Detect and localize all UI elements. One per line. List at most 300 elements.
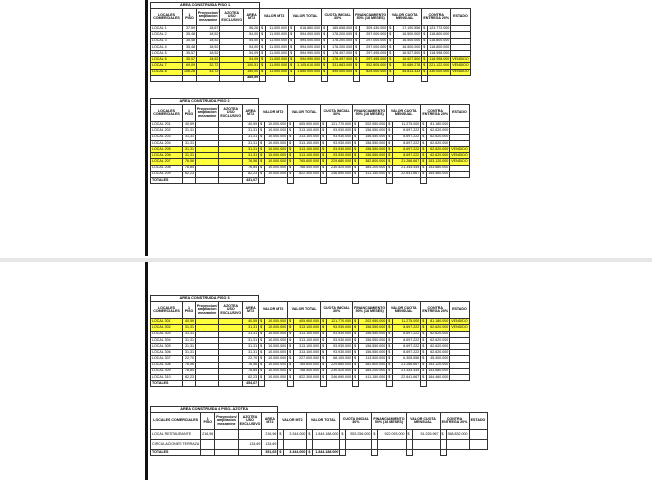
cell-fin: 552.805.000	[360, 63, 388, 69]
currency-sign: $	[421, 343, 427, 349]
total-piso	[183, 177, 196, 183]
cell-area: 31,31	[243, 146, 259, 152]
total-piso	[183, 75, 197, 81]
column-header-valor_total: VALOR TOTAL	[288, 105, 321, 122]
cell-mensual: 8.697.222	[393, 153, 421, 159]
total-local: TOTALES	[151, 450, 201, 456]
cell-cuota: 178.200.000	[328, 32, 354, 38]
cell-area: 56,26	[244, 26, 260, 32]
cell-cuota: 93.930.000	[327, 146, 353, 152]
cell-total: 405.900.000	[294, 319, 321, 325]
total-azotea	[219, 381, 243, 387]
cell-contra: 118.800.000	[429, 38, 450, 43]
cell-mt2: 10.000.000	[265, 140, 288, 146]
cell-area: 31,31	[243, 337, 259, 343]
cell-mt2: 10.000.000	[265, 337, 288, 343]
cell-area: 31,31	[243, 134, 259, 140]
cell-local: LOCAL 2	[151, 32, 183, 38]
total-area: 385,59	[244, 75, 260, 81]
cell-total: 594.000.000	[295, 32, 322, 38]
currency-sign: $	[387, 368, 393, 374]
cell-mt2: 10.000.000	[265, 146, 288, 152]
column-header-azotea: AZOTEA USO EXCLUSIVO	[219, 105, 243, 122]
currency-sign: $	[289, 50, 295, 56]
cell-fin	[378, 440, 406, 450]
currency-sign: $	[289, 44, 295, 50]
currency-sign: $	[288, 146, 294, 152]
cell-proy: 18,52	[197, 32, 220, 38]
cell-area: 31,31	[243, 140, 259, 146]
total-total	[294, 177, 321, 183]
currency-sign: $	[259, 128, 265, 134]
column-header-proyeccion: Proyeccion/ ampliacion mezzanine	[196, 105, 219, 122]
cell-contra: 62.620.000	[427, 146, 450, 152]
currency-sign: $	[387, 331, 393, 337]
currency-sign: $	[321, 337, 327, 343]
cell-fin: 297.000.000	[360, 44, 388, 50]
cell-local: LOCAL 3	[151, 38, 183, 44]
cell-cuota: 246.690.000	[327, 374, 353, 380]
cell-local: LOCAL 208	[151, 165, 183, 171]
total-cuota	[346, 450, 372, 456]
cell-piso: 31,31	[183, 350, 196, 356]
cell-fin: 156.550.000	[359, 325, 387, 331]
left-border-page-2	[145, 262, 148, 480]
cell-fin: 384.200.000	[359, 368, 387, 374]
total-mt2	[265, 177, 288, 183]
cell-mensual: 45.833.333	[394, 69, 422, 75]
cell-contra: 164.460.000	[428, 374, 449, 379]
cell-piso: 82,23	[183, 374, 196, 380]
cell-estado: VENDIDO	[452, 69, 469, 74]
cell-mt2: 10.000.000	[265, 350, 288, 356]
cell-mt2: 10.000.000	[265, 368, 288, 374]
column-header-proyeccion: Proyeccion/ ampliacion mezzanine	[215, 413, 238, 430]
cell-piso: 31,31	[183, 343, 196, 349]
currency-sign: $	[307, 450, 313, 456]
cell-total: 768.400.000	[294, 368, 321, 374]
cell-area: 54,00	[244, 32, 260, 38]
cell-contra: 62.620.000	[427, 128, 450, 134]
cell-fin: 156.550.000	[359, 350, 387, 356]
currency-sign: $	[388, 26, 394, 32]
cell-piso: 76,56	[183, 159, 196, 165]
cell-contra: 62.620.000	[427, 350, 450, 356]
currency-sign: $	[353, 153, 359, 159]
currency-sign: $	[422, 69, 428, 75]
currency-sign: $	[387, 362, 393, 368]
table-piso-4-azotea	[150, 406, 488, 456]
cell-area: 82,23	[243, 374, 259, 380]
left-border-page-1	[145, 0, 148, 256]
total-estado	[469, 450, 487, 456]
cell-estado: VENDIDO	[451, 146, 468, 151]
cell-mt2: 11.000.000	[266, 32, 289, 38]
cell-piso: 35,48	[183, 32, 197, 38]
cell-contra: 118.800.000	[429, 32, 450, 37]
currency-sign: $	[260, 26, 266, 32]
cell-mt2: 10.000.000	[265, 165, 288, 171]
cell-mt2: 10.000.000	[265, 159, 288, 165]
cell-mt2: 11.000.000	[266, 50, 289, 56]
cell-mt2: 11.000.000	[266, 44, 289, 50]
column-header-azotea: AZOTEA USO EXCLUSIVO	[238, 413, 262, 430]
cell-local: LOCAL 206	[151, 153, 183, 159]
cell-mensual: 30.689.278	[394, 63, 422, 69]
cell-estado: VENDIDO	[451, 159, 468, 164]
total-fin	[359, 177, 387, 183]
column-header-proyeccion: Proyeccion/ ampliacion mezzanine	[197, 9, 220, 26]
table-title: AREA CONSTRUIDA PISO 3	[151, 296, 259, 302]
currency-sign: $	[354, 38, 360, 44]
cell-fin: 156.550.000	[359, 343, 387, 349]
cell-cuota: 230.520.000	[327, 165, 353, 171]
cell-cuota: 178.497.000	[328, 50, 354, 56]
currency-sign: $	[322, 50, 328, 56]
cell-local: LOCAL 6	[151, 57, 183, 63]
totals-row	[151, 450, 488, 456]
currency-sign: $	[387, 153, 393, 159]
totals-row	[151, 75, 471, 81]
column-header-valor_total: VALOR TOTAL	[288, 302, 321, 319]
cell-cuota: 93.930.000	[327, 350, 353, 356]
cell-total: 594.000.000	[295, 44, 322, 50]
cell-local: LOCAL 204	[151, 140, 183, 146]
cell-fin: 156.550.000	[359, 331, 387, 337]
cell-cuota: 246.690.000	[327, 171, 353, 177]
cell-estado: VENDIDO	[452, 63, 469, 68]
cell-proy: 32,72	[197, 63, 220, 69]
column-header-valor_mt2: VALOR MT2	[259, 105, 288, 122]
column-header-valor_total: VALOR TOTAL	[289, 9, 322, 26]
currency-sign: $	[354, 57, 360, 63]
currency-sign: $	[353, 128, 359, 134]
total-fin	[360, 75, 388, 81]
cell-local: LOCAL 303	[151, 331, 183, 337]
column-header-cuota: CUOTA INICIAL 30%	[340, 413, 372, 430]
total-cuota	[327, 177, 353, 183]
currency-sign: $	[421, 362, 427, 368]
total-local: TOTALES	[151, 381, 183, 387]
currency-sign: $	[288, 337, 294, 343]
column-header-valor_mt2: VALOR MT2	[278, 413, 307, 430]
currency-sign: $	[321, 350, 327, 356]
currency-sign: $	[353, 146, 359, 152]
total-azotea	[238, 450, 262, 456]
currency-sign: $	[421, 319, 427, 325]
column-header-locales: LOCALES COMERCIALES	[151, 302, 183, 319]
cell-total: 1.650.000.000	[295, 69, 322, 75]
currency-sign: $	[421, 122, 427, 128]
cell-cuota	[346, 440, 372, 450]
currency-sign: $	[288, 153, 294, 159]
currency-sign: $	[388, 63, 394, 69]
total-proy	[197, 75, 220, 81]
total-cuota	[328, 75, 354, 81]
currency-sign: $	[260, 57, 266, 63]
currency-sign: $	[321, 146, 327, 152]
currency-sign: $	[260, 38, 266, 44]
cell-cuota: 553.256.000	[346, 430, 372, 440]
cell-piso: 69,09	[183, 63, 197, 69]
column-header-financiamiento: FINANCIAMIENTO 50% (18 MESES)	[353, 302, 387, 319]
currency-sign: $	[387, 171, 393, 177]
currency-sign: $	[288, 362, 294, 368]
cell-total: 594.000.000	[295, 38, 322, 44]
cell-estado: VENDIDO	[451, 152, 468, 157]
cell-total: 618.860.000	[295, 26, 322, 32]
currency-sign: $	[307, 430, 313, 440]
currency-sign: $	[321, 356, 327, 362]
cell-mensual: 8.697.222	[393, 128, 421, 134]
cell-proy: 43,72	[197, 69, 220, 75]
cell-mt2: 10.000.000	[265, 343, 288, 349]
currency-sign: $	[387, 140, 393, 146]
currency-sign: $	[388, 50, 394, 56]
cell-piso: 35,57	[183, 50, 197, 56]
currency-sign: $	[260, 50, 266, 56]
cell-mt2: 10.000.000	[265, 128, 288, 134]
currency-sign: $	[388, 32, 394, 38]
currency-sign: $	[321, 128, 327, 134]
total-proy	[215, 450, 238, 456]
cell-local: LOCAL 4	[151, 44, 183, 50]
cell-contra: 221.122.000	[429, 63, 450, 68]
currency-sign: $	[321, 319, 327, 325]
cell-total: 313.100.000	[294, 337, 321, 343]
cell-piso	[201, 440, 215, 450]
cell-piso: 31,31	[183, 325, 196, 331]
cell-total: 594.990.000	[295, 57, 322, 63]
cell-area: 31,31	[243, 153, 259, 159]
cell-mt2: 10.000.000	[265, 122, 288, 128]
currency-sign: $	[421, 134, 427, 140]
currency-sign: $	[321, 153, 327, 159]
currency-sign: $	[321, 374, 327, 380]
total-estado	[450, 381, 469, 387]
column-header-estado: ESTADO	[450, 105, 469, 122]
cell-cuota: 93.930.000	[327, 153, 353, 159]
cell-mt2: 11.000.000	[266, 69, 289, 75]
cell-mensual: 11.275.000	[393, 319, 421, 325]
currency-sign: $	[353, 122, 359, 128]
cell-proy	[215, 440, 238, 450]
currency-sign: $	[353, 134, 359, 140]
currency-sign: $	[353, 337, 359, 343]
cell-total: 313.100.000	[294, 146, 321, 152]
column-header-locales: LOCALES COMERCIALES	[151, 9, 183, 26]
cell-area: 31,31	[243, 331, 259, 337]
cell-contra: 118.998.000	[429, 50, 450, 55]
currency-sign: $	[353, 165, 359, 171]
total-mensual	[412, 450, 440, 456]
cell-contra: 123.772.000	[429, 25, 450, 30]
currency-sign: $	[322, 63, 328, 69]
cell-mensual: 8.697.222	[393, 140, 421, 146]
cell-fin: 156.550.000	[359, 134, 387, 140]
cell-contra: 81.180.000	[427, 122, 450, 128]
cell-fin: 922.093.000	[378, 430, 406, 440]
cell-estado	[469, 440, 487, 450]
cell-area: 40,59	[243, 122, 259, 128]
table-row	[151, 440, 488, 450]
cell-area: 100,51	[244, 63, 260, 69]
cell-proy: 18,52	[197, 50, 220, 56]
currency-sign: $	[260, 69, 266, 75]
currency-sign: $	[321, 165, 327, 171]
cell-mensual: 8.697.222	[393, 337, 421, 343]
cell-fin: 156.550.000	[359, 146, 387, 152]
currency-sign: $	[288, 128, 294, 134]
cell-contra: 62.620.000	[427, 337, 450, 343]
cell-fin: 156.550.000	[359, 337, 387, 343]
currency-sign: $	[421, 146, 427, 152]
cell-fin: 297.000.000	[360, 38, 388, 44]
total-total: 1.844.188.000	[313, 450, 340, 456]
currency-sign: $	[354, 44, 360, 50]
currency-sign: $	[321, 362, 327, 368]
cell-cuota: 230.520.000	[327, 368, 353, 374]
cell-total: 313.100.000	[294, 343, 321, 349]
table-title: AREA CONSTRUIDA PISO 2	[151, 99, 259, 105]
cell-mt2: 10.000.000	[265, 171, 288, 177]
cell-total: 765.600.000	[294, 159, 321, 165]
cell-cuota: 93.930.000	[327, 331, 353, 337]
column-header-financiamiento: FINANCIAMIENTO 50% (18 MESES)	[353, 105, 387, 122]
currency-sign: $	[388, 69, 394, 75]
cell-azotea: 134,69	[238, 440, 262, 450]
price-table	[150, 98, 470, 184]
cell-local: LOCAL 7	[151, 63, 183, 69]
currency-sign: $	[353, 319, 359, 325]
cell-proy	[215, 430, 238, 440]
cell-total: 405.900.000	[294, 122, 321, 128]
cell-area: 54,00	[244, 44, 260, 50]
cell-mt2: 10.000.000	[265, 374, 288, 380]
cell-fin: 297.495.000	[360, 50, 388, 56]
currency-sign: $	[340, 430, 346, 440]
currency-sign: $	[321, 171, 327, 177]
currency-sign: $	[387, 325, 393, 331]
cell-local: LOCAL 309	[151, 368, 183, 374]
currency-sign: $	[321, 368, 327, 374]
cell-cuota: 93.930.000	[327, 337, 353, 343]
currency-sign: $	[321, 159, 327, 165]
cell-area: 134,69	[262, 440, 278, 450]
cell-local: LOCAL 304	[151, 337, 183, 343]
column-header-locales: LOCALES COMERCIALES	[151, 105, 183, 122]
total-estado	[451, 75, 470, 81]
cell-azotea	[238, 430, 262, 440]
currency-sign: $	[259, 134, 265, 140]
currency-sign: $	[421, 153, 427, 159]
cell-total: 594.990.000	[295, 50, 322, 56]
cell-proy: 18,52	[197, 44, 220, 50]
total-mensual	[394, 75, 422, 81]
cell-contra: 62.620.000	[427, 331, 450, 337]
column-header-valor_cuota: VALOR CUOTA MENSUAL	[387, 105, 421, 122]
currency-sign: $	[388, 38, 394, 44]
column-header-area: AREA MT2	[262, 413, 278, 430]
currency-sign: $	[321, 134, 327, 140]
currency-sign: $	[387, 159, 393, 165]
cell-fin: 202.950.000	[359, 122, 387, 128]
cell-contra: 330.000.000	[429, 69, 450, 74]
cell-local: LOCAL RESTAURANTE	[151, 430, 201, 440]
cell-mt2: 3.344.000	[284, 430, 307, 440]
currency-sign: $	[278, 430, 284, 440]
cell-total: 822.300.000	[294, 374, 321, 380]
cell-fin: 382.800.000	[359, 362, 387, 368]
cell-piso: 31,31	[183, 134, 196, 140]
cell-cuota: 121.770.000	[327, 319, 353, 325]
cell-fin: 825.000.000	[360, 69, 388, 75]
currency-sign: $	[354, 69, 360, 75]
cell-mensual: 8.697.222	[393, 350, 421, 356]
cell-area: 150,00	[244, 69, 260, 75]
cell-mensual: 8.697.222	[393, 343, 421, 349]
cell-area: 31,31	[243, 128, 259, 134]
currency-sign: $	[259, 325, 265, 331]
totals-row	[151, 177, 470, 183]
currency-sign: $	[322, 69, 328, 75]
cell-estado: VENDIDO	[451, 318, 468, 323]
column-header-financiamiento: FINANCIAMIENTO 50% (18 MESES)	[372, 413, 406, 430]
currency-sign: $	[289, 32, 295, 38]
total-contra	[428, 75, 451, 81]
currency-sign: $	[288, 356, 294, 362]
cell-mt2: 10.000.000	[265, 153, 288, 159]
cell-local: LOCAL 310	[151, 374, 183, 380]
currency-sign: $	[387, 319, 393, 325]
cell-piso: 31,31	[183, 331, 196, 337]
cell-piso: 76,84	[183, 165, 196, 171]
cell-mensual: 8.697.222	[393, 331, 421, 337]
column-header-valor_mt2: VALOR MT2	[259, 302, 288, 319]
currency-sign: $	[353, 356, 359, 362]
cell-mt2: 10.000.000	[265, 319, 288, 325]
currency-sign: $	[421, 337, 427, 343]
cell-cuota: 229.680.000	[327, 362, 353, 368]
price-table	[150, 295, 470, 387]
cell-fin: 156.550.000	[359, 140, 387, 146]
cell-area: 76,56	[243, 362, 259, 368]
currency-sign: $	[259, 171, 265, 177]
cell-fin: 297.000.000	[360, 32, 388, 38]
cell-contra: 45.400.000	[427, 356, 450, 362]
cell-local: LOCAL 205	[151, 146, 183, 152]
currency-sign: $	[353, 171, 359, 177]
currency-sign: $	[259, 362, 265, 368]
currency-sign: $	[278, 450, 284, 456]
column-header-estado: ESTADO	[451, 9, 470, 26]
currency-sign: $	[259, 146, 265, 152]
cell-contra: 62.620.000	[427, 134, 450, 140]
column-header-contra: CONTRA ENTREGA 20%	[421, 105, 450, 122]
total-fin	[359, 381, 387, 387]
cell-contra: 81.180.000	[427, 319, 450, 325]
cell-local: LOCAL 307	[151, 356, 183, 362]
cell-area: 76,84	[243, 368, 259, 374]
currency-sign: $	[354, 32, 360, 38]
currency-sign: $	[288, 171, 294, 177]
currency-sign: $	[421, 368, 427, 374]
cell-piso: 35,48	[183, 38, 197, 44]
cell-area: 82,23	[243, 171, 259, 177]
total-estado	[450, 177, 469, 183]
total-azotea	[219, 177, 243, 183]
cell-area: 54,00	[244, 38, 260, 44]
